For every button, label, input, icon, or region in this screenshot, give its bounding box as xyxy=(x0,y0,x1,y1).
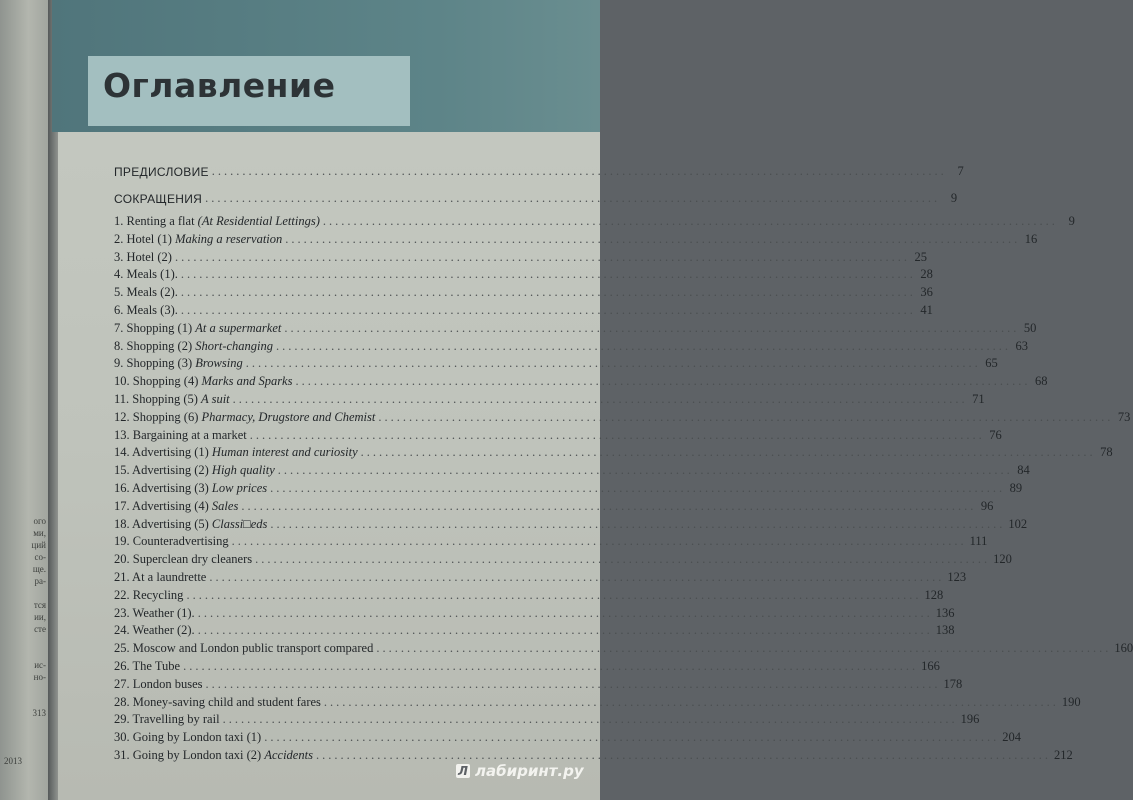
toc-entry-title xyxy=(114,428,247,443)
toc-entry-subtitle: At a supermarket xyxy=(195,320,282,335)
toc-leader-dots: ........................................................................................................................ xyxy=(232,392,968,406)
toc-entry-label: 3. Hotel (2) xyxy=(114,249,172,264)
toc-row xyxy=(114,283,933,300)
toc-page-number: 166 xyxy=(921,659,940,673)
toc-entry-title xyxy=(114,232,282,247)
toc-entry-title xyxy=(114,677,203,692)
left-page-line: ис- xyxy=(34,660,46,670)
toc-entry-label: 27. London buses xyxy=(114,676,203,691)
toc-row xyxy=(114,621,955,638)
toc-entry-subtitle: Human interest and curiosity xyxy=(211,445,358,460)
toc-leader-dots: ........................................................................................................................ xyxy=(222,712,958,727)
toc-leader-dots: ........................................................................................................................ xyxy=(231,534,967,549)
toc-leader-dots: ........................................................................................................................ xyxy=(180,285,916,300)
toc-entry-title xyxy=(114,267,178,282)
toc-page-number: 178 xyxy=(943,676,963,691)
toc-leader-dots: ........................................................................................................................ xyxy=(285,231,1021,246)
toc-entry-title xyxy=(114,445,358,460)
toc-row xyxy=(114,728,1021,745)
toc-entry-label: 8. Shopping (2) xyxy=(114,338,196,353)
toc-entry-label: 14. Advertising (1) xyxy=(114,445,212,460)
toc-leader-dots: ........................................................................................................................ xyxy=(249,427,985,442)
toc-row xyxy=(114,354,998,371)
toc-entry-title xyxy=(114,588,183,603)
toc-page-number: 36 xyxy=(920,285,933,300)
watermark-text: лабиринт.ру xyxy=(475,762,584,780)
toc-entry-title xyxy=(114,606,195,621)
toc-row xyxy=(114,550,1012,567)
toc-page-number: 136 xyxy=(935,605,955,620)
toc-page-number: 160 xyxy=(1114,641,1133,656)
toc-entry-title xyxy=(114,659,180,674)
watermark xyxy=(456,762,584,780)
toc-row xyxy=(114,248,927,265)
toc-entry-title xyxy=(114,250,172,265)
toc-page-number: 28 xyxy=(920,267,933,282)
toc-entry-subtitle: High quality xyxy=(211,463,275,478)
left-page xyxy=(0,0,52,800)
toc-entry-subtitle: Accidents xyxy=(264,748,313,762)
toc-row xyxy=(114,639,1133,656)
toc-leader-dots: ........................................................................................................................ xyxy=(183,659,919,673)
toc-leader-dots: ........................................................................................................................ xyxy=(186,587,922,602)
toc-row xyxy=(114,426,1002,443)
toc-leader-dots: ........................................................................................................................ xyxy=(255,552,991,567)
left-page-line xyxy=(2,683,46,695)
toc-entry-label: 13. Bargaining at a market xyxy=(114,427,247,442)
toc-entry-title xyxy=(114,339,273,354)
toc-entry-label: 10. Shopping (4) xyxy=(114,374,202,389)
toc-entry-title xyxy=(114,410,375,425)
toc-page-number: 196 xyxy=(960,712,980,727)
toc-entry-subtitle: Sales xyxy=(211,498,239,513)
toc-page-number: 50 xyxy=(1023,320,1037,335)
toc-entry-label: 2. Hotel (1) xyxy=(114,231,176,246)
toc-entry-subtitle: Browsing xyxy=(195,356,243,371)
toc-entry-label: СОКРАЩЕНИЯ xyxy=(114,192,203,206)
toc-page-number: 138 xyxy=(935,623,955,638)
toc-entry-label: 20. Superclean dry cleaners xyxy=(114,552,253,567)
left-page-line: ми, xyxy=(33,528,46,538)
toc-entry-subtitle: (At Residential Lettings) xyxy=(197,214,320,228)
toc-leader-dots: ........................................................................................................................ xyxy=(211,164,947,178)
toc-row xyxy=(114,390,985,407)
toc-page-number: 96 xyxy=(980,498,994,513)
toc-entry-label: 17. Advertising (4) xyxy=(114,498,212,513)
toc-leader-dots: ........................................................................................................................ xyxy=(180,303,916,317)
toc-page-number: 7 xyxy=(957,164,964,178)
toc-page-number: 89 xyxy=(1009,481,1023,495)
left-page-line: ии, xyxy=(34,612,46,622)
toc-entry-label: 22. Recycling xyxy=(114,587,184,602)
toc-leader-dots: ........................................................................................................................ xyxy=(323,694,1059,709)
toc-row xyxy=(114,372,1048,389)
toc-row xyxy=(114,568,967,585)
toc-row xyxy=(114,604,955,621)
toc-entry-title xyxy=(114,570,206,585)
toc-page-number: 9 xyxy=(1068,214,1075,228)
toc-leader-dots: ........................................................................................................................ xyxy=(180,267,916,282)
toc-entry-label: 29. Travelling by rail xyxy=(114,712,220,727)
toc-entry-title xyxy=(114,517,267,532)
toc-entry-title xyxy=(114,730,261,745)
toc-page-number: 102 xyxy=(1008,516,1028,531)
toc-entry-label: 30. Going by London taxi (1) xyxy=(114,730,262,745)
toc-page-number: 111 xyxy=(969,534,988,549)
toc-entry-title xyxy=(114,356,243,371)
page-title: Оглавление xyxy=(103,66,336,105)
toc-entry-label: 15. Advertising (2) xyxy=(114,463,212,478)
toc-row xyxy=(114,230,1038,247)
toc-entry-label: 21. At a laundrette xyxy=(114,570,207,584)
toc-page-number: 120 xyxy=(993,552,1012,567)
toc-row xyxy=(114,212,1075,229)
toc-entry-label: 23. Weather (1). xyxy=(114,605,195,620)
toc-entry-subtitle: Classi□eds xyxy=(211,516,268,531)
toc-entry-label: 4. Meals (1). xyxy=(114,267,178,282)
toc-front-matter-row xyxy=(114,162,964,179)
toc-page-number: 41 xyxy=(920,303,933,317)
toc-entry-title xyxy=(114,748,313,763)
left-page-line xyxy=(2,695,46,707)
toc-row xyxy=(114,479,1023,496)
toc-row xyxy=(114,710,980,727)
toc-leader-dots: ........................................................................................................................ xyxy=(241,498,977,513)
toc-leader-dots: ........................................................................................................................ xyxy=(174,249,910,264)
toc-leader-dots: ........................................................................................................................ xyxy=(295,374,1031,389)
left-page-line: ций xyxy=(31,540,46,550)
left-page-line xyxy=(2,587,46,599)
toc-entry-title xyxy=(114,192,202,206)
toc-entry-label: 26. The Tube xyxy=(114,659,181,673)
toc-row xyxy=(114,586,944,603)
toc-entry-label: 7. Shopping (1) xyxy=(114,320,196,335)
toc-entry-label: 1. Renting a flat xyxy=(114,214,198,228)
toc-page-number: 204 xyxy=(1002,730,1021,745)
toc-leader-dots: ........................................................................................................................ xyxy=(197,623,933,638)
toc-front-matter-row xyxy=(114,189,958,206)
toc-row xyxy=(114,693,1081,710)
left-page-line xyxy=(2,647,46,659)
toc-entry-title xyxy=(114,392,230,407)
toc-page-number: 84 xyxy=(1017,463,1030,478)
left-page-line: но- xyxy=(33,672,46,682)
toc-entry-label: 9. Shopping (3) xyxy=(114,356,196,371)
toc-leader-dots: ........................................................................................................................ xyxy=(360,445,1096,460)
toc-row xyxy=(114,337,1029,354)
toc-row xyxy=(114,657,940,674)
toc-leader-dots: ........................................................................................................................ xyxy=(378,409,1114,424)
toc-entry-subtitle: Pharmacy, Drugstore and Chemist xyxy=(201,409,376,424)
toc-page-number: 76 xyxy=(989,427,1002,442)
left-page-footer: 2013 xyxy=(4,756,22,766)
toc-row xyxy=(114,461,1030,478)
toc-leader-dots: ........................................................................................................................ xyxy=(277,463,1013,478)
toc-row xyxy=(114,746,1073,763)
toc-leader-dots: ........................................................................................................................ xyxy=(197,605,933,620)
toc-entry-label: ПРЕДИСЛОВИЕ xyxy=(114,165,209,179)
toc-entry-label: 6. Meals (3). xyxy=(114,303,178,317)
toc-entry-title xyxy=(114,552,252,567)
toc-leader-dots: ........................................................................................................................ xyxy=(205,676,941,691)
toc-page-number: 16 xyxy=(1024,231,1038,246)
left-page-line: сте xyxy=(34,624,46,634)
toc-entry-label: 31. Going by London taxi (2) xyxy=(114,748,265,762)
toc-entry-title xyxy=(114,374,292,389)
toc-entry-subtitle: Low prices xyxy=(211,481,268,495)
toc-entry-title xyxy=(114,285,178,300)
toc-leader-dots: ........................................................................................................................ xyxy=(270,481,1006,495)
toc-entry-label: 24. Weather (2). xyxy=(114,623,195,638)
toc-entry-subtitle: Making a reservation xyxy=(175,231,283,246)
toc-page-number: 9 xyxy=(950,191,958,205)
book-icon: Л xyxy=(456,764,470,778)
toc-leader-dots: ........................................................................................................................ xyxy=(205,191,941,205)
toc-entry-subtitle: A suit xyxy=(201,392,230,406)
toc-page-number: 25 xyxy=(914,249,927,264)
left-page-line: тся xyxy=(33,600,46,610)
toc-page-number: 73 xyxy=(1117,409,1131,424)
toc-row xyxy=(114,532,988,549)
toc-entry-label: 12. Shopping (6) xyxy=(114,409,202,424)
toc-row xyxy=(114,408,1131,425)
toc-page-number: 128 xyxy=(924,587,944,602)
toc-row xyxy=(114,497,994,514)
left-page-line: ого xyxy=(33,516,46,526)
left-page-line xyxy=(2,635,46,647)
toc-leader-dots: ........................................................................................................................ xyxy=(376,641,1112,656)
toc-entry-title xyxy=(114,463,275,478)
toc-entry-subtitle: Short-changing xyxy=(195,338,274,353)
toc-entry-title xyxy=(114,499,238,514)
toc-page-number: 65 xyxy=(985,356,998,371)
toc-page-number: 63 xyxy=(1015,338,1029,353)
toc-leader-dots: ........................................................................................................................ xyxy=(209,570,945,584)
toc-entry-title xyxy=(114,641,373,656)
toc-entry-title xyxy=(114,165,209,179)
toc-entry-label: 5. Meals (2). xyxy=(114,285,178,300)
left-page-line: со- xyxy=(34,552,46,562)
toc-row xyxy=(114,265,933,282)
left-page-line: 313 xyxy=(32,708,46,718)
toc-entry-title xyxy=(114,481,267,496)
toc-entry-title xyxy=(114,623,195,638)
toc-row xyxy=(114,675,963,692)
toc-row xyxy=(114,515,1028,532)
toc-page-number: 68 xyxy=(1034,374,1048,389)
toc-row xyxy=(114,319,1037,336)
toc-entry-label: 19. Counteradvertising xyxy=(114,534,229,549)
toc-entry-label: 16. Advertising (3) xyxy=(114,481,212,495)
toc-entry-title xyxy=(114,712,220,727)
toc-row xyxy=(114,301,933,318)
toc-leader-dots: ........................................................................................................................ xyxy=(245,356,981,371)
toc-entry-subtitle: Marks and Sparks xyxy=(201,374,293,389)
toc-entry-title xyxy=(114,303,178,318)
left-page-text xyxy=(2,515,46,719)
toc-entry-label: 25. Moscow and London public transport compared xyxy=(114,641,374,656)
toc-page-number: 190 xyxy=(1061,694,1081,709)
left-page-line: ще. xyxy=(32,564,46,574)
toc-leader-dots: ........................................................................................................................ xyxy=(270,516,1006,531)
toc-page-number: 78 xyxy=(1100,445,1113,460)
toc-leader-dots: ........................................................................................................................ xyxy=(276,338,1012,353)
toc-entry-title xyxy=(114,321,281,336)
toc-page-number: 71 xyxy=(972,392,985,406)
toc-entry-title xyxy=(114,214,320,229)
toc-entry-label: 18. Advertising (5) xyxy=(114,516,212,531)
toc-entry-label: 28. Money-saving child and student fares xyxy=(114,694,321,709)
toc-leader-dots: ........................................................................................................................ xyxy=(315,748,1051,762)
toc-entry-title xyxy=(114,534,229,549)
left-page-line: ра- xyxy=(34,576,46,586)
toc-leader-dots: ........................................................................................................................ xyxy=(264,730,1000,745)
toc-page-number: 212 xyxy=(1053,748,1073,762)
toc-leader-dots: ........................................................................................................................ xyxy=(322,214,1058,228)
toc-page-number: 123 xyxy=(947,570,967,584)
toc-row xyxy=(114,443,1113,460)
toc-leader-dots: ........................................................................................................................ xyxy=(284,320,1020,335)
toc-entry-label: 11. Shopping (5) xyxy=(114,392,202,406)
toc-entry-title xyxy=(114,695,321,710)
